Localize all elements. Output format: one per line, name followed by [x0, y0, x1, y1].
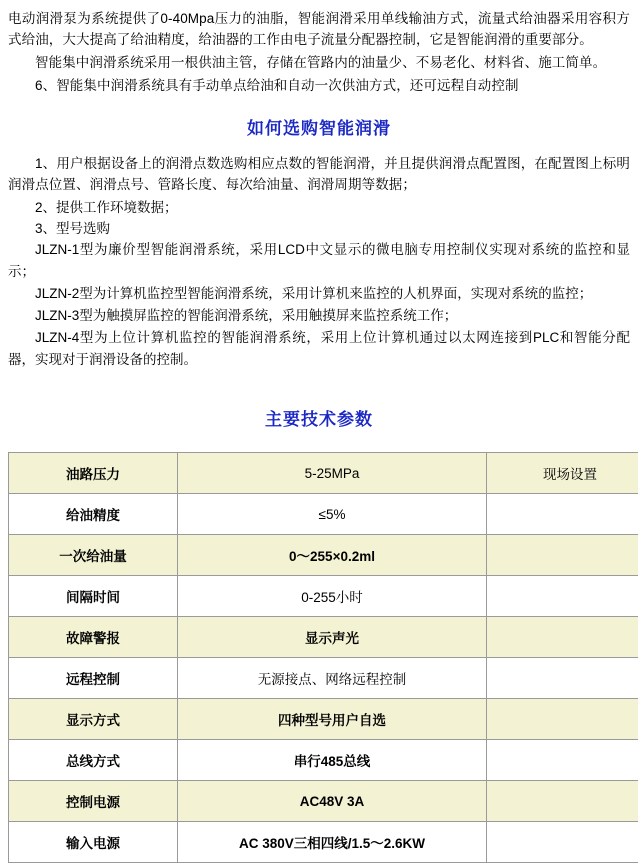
specifications-table [8, 452, 638, 863]
spec-label: 输入电源 [9, 822, 178, 863]
section-title-main-specs: 主要技术参数 [8, 405, 630, 430]
spec-label: 故障警报 [9, 617, 178, 658]
spec-note [487, 699, 638, 740]
spec-value: ≤5% [178, 494, 487, 535]
model-description-4: JLZN-4型为上位计算机监控的智能润滑系统，采用上位计算机通过以太网连接到PLC和智能分配器，实现对于润滑设备的控制。 [8, 327, 630, 371]
spec-label: 总线方式 [9, 740, 178, 781]
spec-label: 显示方式 [9, 699, 178, 740]
model-description-3: JLZN-3型为触摸屏监控的智能润滑系统，采用触摸屏来监控系统工作； [8, 305, 630, 327]
spec-value: 显示声光 [178, 617, 487, 658]
spec-value: 串行485总线 [178, 740, 487, 781]
spec-note [487, 740, 638, 781]
table-row [9, 699, 638, 740]
selection-item-2: 2、提供工作环境数据； [8, 197, 630, 218]
spec-note [487, 822, 638, 863]
intro-paragraph-2: 智能集中润滑系统采用一根供油主管，存储在管路内的油量少、不易老化、材料省、施工简单。 [8, 52, 630, 73]
spec-value: 5-25MPa [178, 453, 487, 494]
table-row [9, 658, 638, 699]
table-row [9, 453, 638, 494]
spec-value: AC48V 3A [178, 781, 487, 822]
model-description-1: JLZN-1型为廉价型智能润滑系统，采用LCD中文显示的微电脑专用控制仪实现对系统的监控和显示； [8, 239, 630, 283]
model-description-2: JLZN-2型为计算机监控型智能润滑系统，采用计算机来监控的人机界面，实现对系统的监控； [8, 283, 630, 305]
table-row [9, 494, 638, 535]
spec-label: 间隔时间 [9, 576, 178, 617]
spec-note: 现场设置 [487, 453, 638, 494]
selection-intro-paragraph: 1、用户根据设备上的润滑点数选购相应点数的智能润滑，并且提供润滑点配置图，在配置图上标明润滑点位置、润滑点号、管路长度、每次给油量、润滑周期等数据； [8, 153, 630, 195]
table-row [9, 535, 638, 576]
spec-label: 油路压力 [9, 453, 178, 494]
table-row [9, 822, 638, 863]
intro-paragraph-1: 电动润滑泵为系统提供了0-40Mpa压力的油脂，智能润滑采用单线输油方式，流量式给油器采用容积方式给油，大大提高了给油精度，给油器的工作由电子流量分配器控制，它是智能润滑的重要部分。 [8, 8, 630, 50]
table-row [9, 781, 638, 822]
spec-label: 控制电源 [9, 781, 178, 822]
spec-note [487, 658, 638, 699]
spec-label: 给油精度 [9, 494, 178, 535]
table-row [9, 617, 638, 658]
spec-note [487, 494, 638, 535]
spec-note [487, 535, 638, 576]
section-title-how-to-select: 如何选购智能润滑 [8, 114, 630, 139]
spec-note [487, 617, 638, 658]
table-row [9, 576, 638, 617]
spec-value: AC 380V三相四线/1.5～2.6KW [178, 822, 487, 863]
spec-value: 无源接点、网络远程控制 [178, 658, 487, 699]
specifications-table-body [9, 453, 638, 863]
spec-value: 0-255小时 [178, 576, 487, 617]
spec-note [487, 781, 638, 822]
selection-item-3: 3、型号选购 [8, 218, 630, 239]
table-row [9, 740, 638, 781]
spec-value: 四种型号用户自选 [178, 699, 487, 740]
spec-label: 远程控制 [9, 658, 178, 699]
intro-paragraph-3: 6、智能集中润滑系统具有手动单点给油和自动一次供油方式，还可远程自动控制 [8, 75, 630, 96]
spec-value: 0～255×0.2ml [178, 535, 487, 576]
spec-label: 一次给油量 [9, 535, 178, 576]
spec-note [487, 576, 638, 617]
